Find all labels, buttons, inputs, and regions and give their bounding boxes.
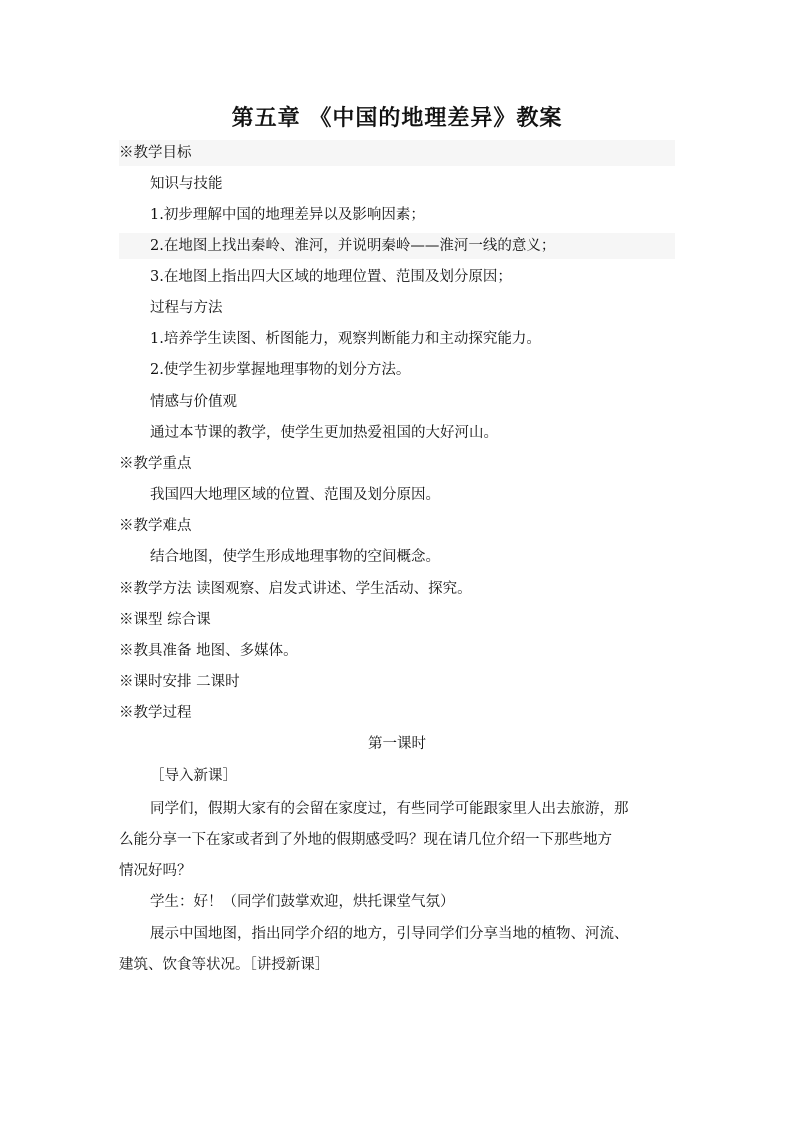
section-heading-difficulties: ※教学难点 (119, 518, 192, 534)
objective-item: 通过本节课的教学，使学生更加热爱祖国的大好河山。 (150, 425, 498, 441)
objective-item: 1.培养学生读图、析图能力，观察判断能力和主动探究能力。 (150, 331, 541, 347)
objective-item: 2.在地图上找出秦岭、淮河，并说明秦岭——淮河一线的意义； (119, 233, 675, 259)
subheading-knowledge-skills: 知识与技能 (150, 176, 223, 192)
section-heading-process: ※教学过程 (119, 705, 192, 721)
key-points-text: 我国四大地理区域的位置、范围及划分原因。 (150, 487, 440, 503)
document-title: 第五章 《中国的地理差异》教案 (231, 105, 563, 131)
section-teaching-methods: ※教学方法 读图观察、启发式讲述、学生活动、探究。 (119, 581, 472, 597)
section-heading-objectives: ※教学目标 (119, 140, 675, 166)
subsection-intro: ［导入新课］ (150, 768, 237, 784)
subheading-emotion-values: 情感与价值观 (150, 394, 237, 410)
objective-item: 2.使学生初步掌握地理事物的划分方法。 (150, 362, 411, 378)
objective-item: 1.初步理解中国的地理差异以及影响因素； (150, 207, 425, 223)
section-heading-key-points: ※教学重点 (119, 456, 192, 472)
paragraph-line: 展示中国地图，指出同学介绍的地方，引导同学们分享当地的植物、河流、 (150, 926, 629, 942)
paragraph-line: 学生：好！（同学们鼓掌欢迎，烘托课堂气氛） (150, 894, 455, 910)
difficulties-text: 结合地图，使学生形成地理事物的空间概念。 (150, 549, 440, 565)
subheading-process-methods: 过程与方法 (150, 300, 223, 316)
paragraph-line: 建筑、饮食等状况。［讲授新课］ (119, 957, 330, 973)
section-class-hours: ※课时安排 二课时 (119, 674, 240, 690)
paragraph-line: 同学们，假期大家有的会留在家度过，有些同学可能跟家里人出去旅游，那 (150, 801, 629, 817)
lesson-heading: 第一课时 (368, 736, 426, 752)
paragraph-line: 情况好吗？ (119, 863, 192, 879)
section-teaching-aids: ※教具准备 地图、多媒体。 (119, 643, 298, 659)
section-lesson-type: ※课型 综合课 (119, 612, 211, 628)
objective-item: 3.在地图上指出四大区域的地理位置、范围及划分原因； (150, 269, 512, 285)
paragraph-line: 么能分享一下在家或者到了外地的假期感受吗？现在请几位介绍一下那些地方 (119, 832, 612, 848)
